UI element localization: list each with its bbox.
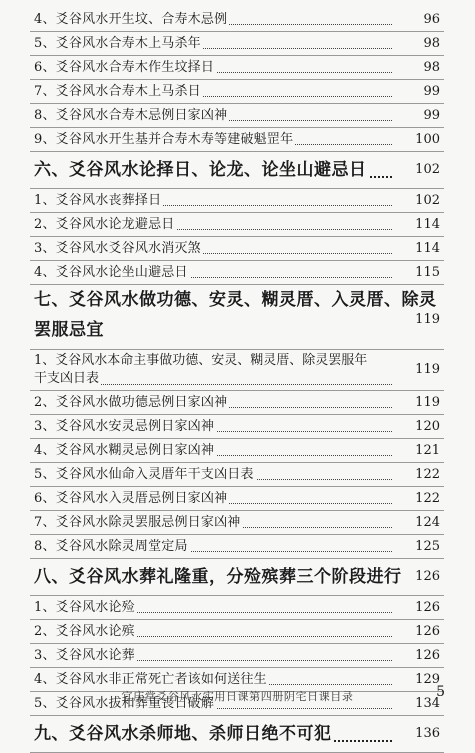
- toc-entry-page: 114: [415, 241, 440, 256]
- toc-entry[interactable]: [30, 104, 444, 128]
- section-title-line1: 七、爻谷风水做功德、安灵、糊灵厝、入灵厝、除灵: [34, 290, 437, 310]
- section-title: 六、爻谷风水论择日、论龙、论坐山避忌日: [34, 152, 369, 188]
- toc-entry-page: 102: [415, 193, 440, 208]
- toc-entry-label: 4、爻谷风水开生坟、合寿木忌例: [34, 8, 229, 31]
- toc-entry[interactable]: [30, 80, 444, 104]
- toc-entry[interactable]: [30, 596, 444, 620]
- toc-section-7[interactable]: [30, 285, 444, 350]
- table-of-contents: [30, 8, 444, 753]
- toc-entry[interactable]: [30, 32, 444, 56]
- section-title: 九、爻谷风水杀师地、杀师日绝不可犯: [34, 716, 334, 752]
- toc-entry[interactable]: [30, 189, 444, 213]
- toc-entry[interactable]: [30, 487, 444, 511]
- toc-entry-page: 99: [423, 108, 440, 123]
- section-page: 136: [415, 726, 440, 741]
- toc-entry-page: 121: [415, 443, 440, 458]
- toc-entry-label: 4、爻谷风水论坐山避忌日: [34, 261, 190, 284]
- toc-entry-label-line1: 1、爻谷风水本命主事做功德、安灵、糊灵厝、除灵罢服年: [34, 353, 368, 368]
- toc-section-6[interactable]: [30, 152, 444, 189]
- section-title-line2: 罢服忌宜: [34, 320, 104, 340]
- toc-entry-label: 9、爻谷风水开生基并合寿木寿等建破魁罡年: [34, 128, 295, 151]
- toc-entry[interactable]: [30, 620, 444, 644]
- toc-entry[interactable]: [30, 415, 444, 439]
- toc-entry-label: 8、爻谷风水合寿木忌例日家凶神: [34, 104, 229, 127]
- toc-entry[interactable]: [30, 213, 444, 237]
- toc-entry-page: 119: [415, 395, 440, 410]
- section-title: 八、爻谷风水葬礼隆重，分殓殡葬三个阶段进行: [34, 559, 404, 595]
- toc-entry[interactable]: [30, 644, 444, 668]
- toc-entry-label: 7、爻谷风水合寿木上马杀日: [34, 80, 203, 103]
- toc-entry[interactable]: [30, 439, 444, 463]
- toc-entry-page: 100: [415, 132, 440, 147]
- toc-entry-label: 3、爻谷风水爻谷风水消灭煞: [34, 237, 203, 260]
- toc-entry-label-line2: 干支凶日表: [34, 371, 100, 386]
- toc-entry[interactable]: [30, 56, 444, 80]
- toc-entry-page: 98: [423, 60, 440, 75]
- toc-entry-page: 126: [415, 648, 440, 663]
- toc-entry-page: 120: [415, 419, 440, 434]
- toc-entry-page: 126: [415, 600, 440, 615]
- toc-entry[interactable]: [30, 350, 444, 391]
- toc-entry-page: 129: [415, 672, 440, 687]
- toc-entry-label: 5、爻谷风水拔和葬重丧日破解: [34, 692, 216, 715]
- toc-entry-label: 2、爻谷风水做功德忌例日家凶神: [34, 391, 229, 414]
- toc-entry-page: 114: [415, 217, 440, 232]
- section-page: 102: [415, 162, 440, 177]
- toc-entry-page: 98: [423, 36, 440, 51]
- toc-entry-page: 122: [415, 467, 440, 482]
- toc-section-9[interactable]: [30, 716, 444, 753]
- toc-entry-page: 96: [423, 12, 440, 27]
- toc-section-8[interactable]: [30, 559, 444, 596]
- toc-entry[interactable]: [30, 237, 444, 261]
- toc-entry-page: 99: [423, 84, 440, 99]
- toc-entry-label: 3、爻谷风水安灵忌例日家凶神: [34, 415, 216, 438]
- toc-entry-page: 122: [415, 491, 440, 506]
- toc-entry-label: 6、爻谷风水入灵厝忌例日家凶神: [34, 487, 229, 510]
- toc-entry-page: 126: [415, 624, 440, 639]
- toc-entry[interactable]: [30, 391, 444, 415]
- toc-entry-label: 1、爻谷风水丧葬择日: [34, 189, 163, 212]
- toc-entry-label: 5、爻谷风水仙命入灵厝年干支凶日表: [34, 463, 256, 486]
- toc-entry[interactable]: [30, 261, 444, 285]
- toc-entry[interactable]: [30, 511, 444, 535]
- page-footer: 宜庆堂爻谷风水实用日课第四册阴宅日课目录: [121, 690, 354, 703]
- section-page: 119: [415, 312, 440, 327]
- toc-entry[interactable]: [30, 463, 444, 487]
- toc-entry-page: 115: [415, 265, 440, 280]
- toc-entry-label: 2、爻谷风水论殡: [34, 620, 137, 643]
- section-page: 126: [415, 569, 440, 584]
- toc-entry-page: 125: [415, 539, 440, 554]
- toc-entry[interactable]: [30, 8, 444, 32]
- toc-entry-page: 124: [415, 515, 440, 530]
- toc-entry-label: 8、爻谷风水除灵周堂定局: [34, 535, 190, 558]
- toc-entry-label: 1、爻谷风水论殓: [34, 596, 137, 619]
- toc-entry-label: 2、爻谷风水论龙避忌日: [34, 213, 176, 236]
- toc-entry-label: 4、爻谷风水糊灵忌例日家凶神: [34, 439, 216, 462]
- toc-entry-label: 4、爻谷风水非正常死亡者该如何送往生: [34, 668, 269, 691]
- toc-entry-page: 134: [415, 696, 440, 711]
- toc-entry-label: 3、爻谷风水论葬: [34, 644, 137, 667]
- toc-entry-label: 6、爻谷风水合寿木作生坟择日: [34, 56, 216, 79]
- toc-entry-label: 7、爻谷风水除灵罢服忌例日家凶神: [34, 511, 242, 534]
- toc-entry[interactable]: [30, 535, 444, 559]
- toc-entry-label: 5、爻谷风水合寿木上马杀年: [34, 32, 203, 55]
- toc-entry[interactable]: [30, 128, 444, 152]
- page-number: 5: [436, 684, 445, 700]
- toc-entry-page: 119: [415, 362, 440, 377]
